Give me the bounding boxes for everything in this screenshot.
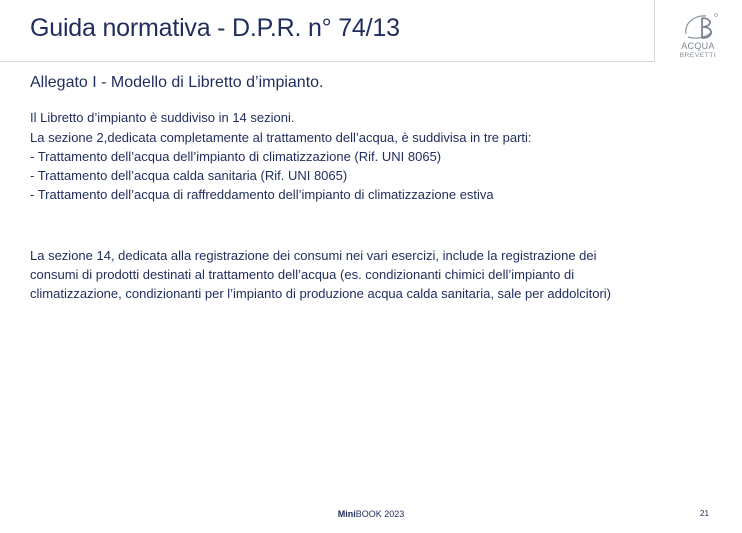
section2-intro: La sezione 2,dedicata completamente al trattamento dell’acqua, è suddivisa in tre parti: (30, 130, 532, 145)
page-number: 21 (700, 509, 709, 518)
header-bar (0, 0, 655, 62)
header-divider (654, 0, 655, 61)
section2-item: - Trattamento dell’acqua dell’impianto di climatizzazione (Rif. UNI 8065) (30, 149, 442, 164)
section14-line: La sezione 14, dedicata alla registrazione dei consumi nei vari esercizi, include la registrazione dei (30, 248, 597, 263)
section14-line: climatizzazione, condizionanti per l’impianto di produzione acqua calda sanitaria, sale per addolcitori) (30, 286, 611, 301)
logo-word-acqua: ACQUA (681, 41, 715, 51)
logo-mark-icon (680, 12, 720, 42)
section2-item: - Trattamento dell’acqua calda sanitaria (Rif. UNI 8065) (30, 168, 348, 183)
section2-item: - Trattamento dell’acqua di raffreddamento dell’impianto di climatizzazione estiva (30, 187, 494, 202)
page-title: Guida normativa - D.P.R. n° 74/13 (30, 14, 400, 42)
section2-block (30, 128, 532, 204)
section-subtitle: Allegato I - Modello di Libretto d’impianto. (30, 74, 324, 91)
section14-line: consumi di prodotti destinati al trattamento dell’acqua (es. condizionanti chimici dell’impianto di (30, 267, 575, 282)
footer-book-label (0, 509, 742, 519)
section14-paragraph (30, 246, 730, 303)
acqua-brevetti-logo (674, 12, 724, 64)
footer-book-rest: BOOK 2023 (355, 509, 405, 519)
logo-word-brevetti: BREVETTI (679, 52, 717, 59)
intro-paragraph: Il Libretto d’impianto è suddiviso in 14 sezioni. (30, 110, 295, 125)
footer-book-bold: Mini (337, 509, 356, 519)
